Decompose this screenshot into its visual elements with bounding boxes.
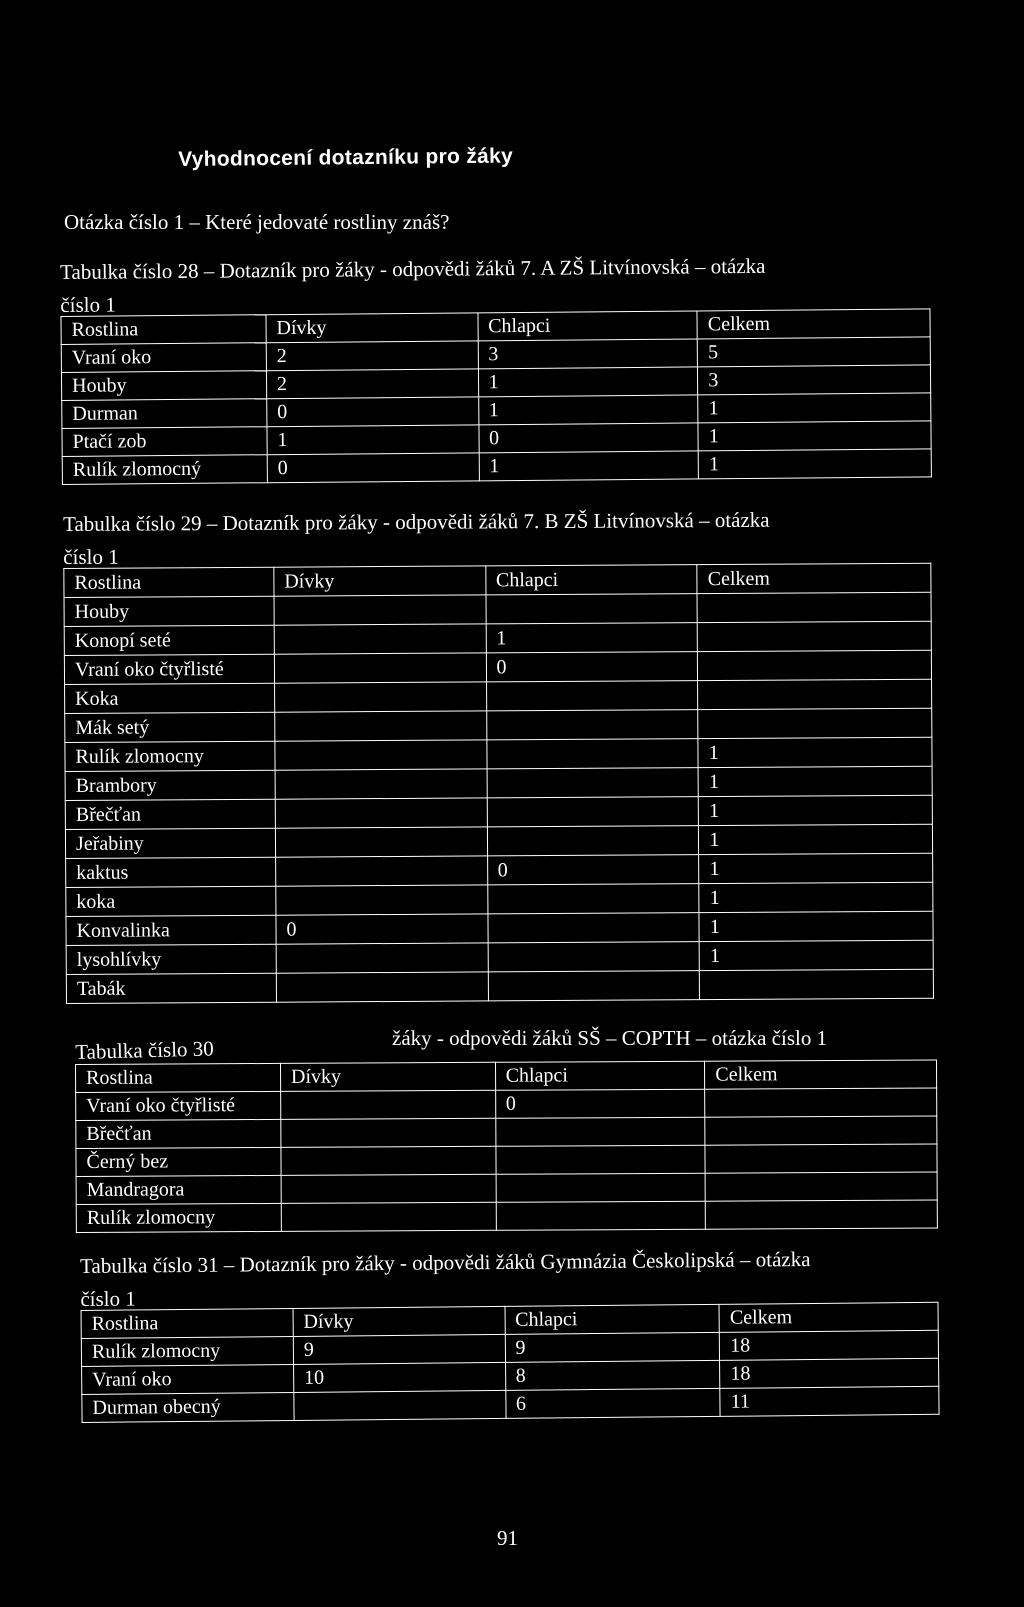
table-cell: 1 xyxy=(486,623,698,653)
table-cell xyxy=(275,827,487,857)
table-cell: 1 xyxy=(478,367,698,397)
table-cell: Břečťan xyxy=(65,799,275,829)
table-row xyxy=(76,1088,937,1121)
table-cell: Rulík zlomocny xyxy=(81,1336,293,1366)
table-30-body xyxy=(76,1060,938,1233)
table-cell: Jeřabiny xyxy=(65,828,275,858)
table-cell xyxy=(496,1173,706,1202)
table-cell: 1 xyxy=(699,853,933,883)
table-29-block xyxy=(63,509,934,1004)
table-cell: 10 xyxy=(293,1362,505,1392)
table-cell xyxy=(275,856,487,886)
table-cell xyxy=(274,653,486,683)
table-cell xyxy=(281,1202,496,1231)
table-cell: Rulík zlomocný xyxy=(62,455,267,485)
table-30 xyxy=(75,1059,938,1233)
table-cell xyxy=(281,1090,496,1119)
table-cell: Břečťan xyxy=(76,1119,281,1148)
table-cell xyxy=(276,943,488,973)
table-cell: Vraní oko xyxy=(82,1364,294,1394)
table-cell xyxy=(487,826,699,856)
table-cell xyxy=(281,1118,496,1147)
table-cell xyxy=(495,1117,705,1146)
table-cell: 1 xyxy=(699,795,933,825)
table-cell: Vraní oko xyxy=(61,343,266,373)
table-cell: lysohlívky xyxy=(66,944,276,974)
column-header: Dívky xyxy=(266,313,478,343)
table-cell xyxy=(705,1144,937,1173)
table-cell: 1 xyxy=(479,451,699,481)
table-cell: Durman obecný xyxy=(82,1392,294,1422)
table-cell xyxy=(705,1172,937,1201)
table-cell: Konopí seté xyxy=(64,625,274,655)
table-cell: Durman xyxy=(62,399,267,429)
table-30-caption-cont: žáky - odpovědi žáků SŠ – COPTH – otázka číslo 1 xyxy=(392,1026,828,1050)
table-row xyxy=(76,1200,937,1233)
table-cell: Rulík zlomocny xyxy=(76,1203,281,1232)
table-cell: 0 xyxy=(478,423,698,453)
table-cell: Brambory xyxy=(65,770,275,800)
table-cell: 1 xyxy=(698,393,931,423)
table-cell: 2 xyxy=(266,341,478,371)
table-cell xyxy=(487,884,699,914)
table-cell xyxy=(697,592,931,622)
column-header: Rostlina xyxy=(61,315,266,345)
table-row xyxy=(76,1144,937,1177)
column-header: Rostlina xyxy=(76,1063,281,1092)
table-31-caption-cont: číslo 1 xyxy=(80,1286,136,1311)
column-header: Celkem xyxy=(697,309,930,339)
table-cell: 9 xyxy=(505,1332,720,1362)
table-28-block xyxy=(60,254,932,485)
table-cell: 0 xyxy=(267,453,479,483)
table-29 xyxy=(63,563,934,1004)
table-28-caption: Tabulka číslo 28 – Dotazník pro žáky - odpovědi žáků 7. A ZŠ Litvínovská – otázka xyxy=(59,253,766,284)
table-31 xyxy=(81,1302,940,1423)
table-cell: 0 xyxy=(495,1089,705,1118)
table-cell: 6 xyxy=(505,1388,720,1418)
table-cell xyxy=(274,624,486,654)
table-cell xyxy=(274,682,486,712)
column-header: Dívky xyxy=(274,566,486,596)
table-cell xyxy=(488,942,700,972)
table-31-body xyxy=(81,1302,939,1422)
table-cell: Tabák xyxy=(66,973,276,1003)
table-cell: 8 xyxy=(505,1360,720,1390)
table-cell: 5 xyxy=(697,337,930,367)
table-cell: 1 xyxy=(699,940,933,970)
table-cell xyxy=(275,769,487,799)
column-header: Rostlina xyxy=(81,1308,293,1338)
column-header: Chlapci xyxy=(505,1304,720,1334)
table-cell: Houby xyxy=(64,596,274,626)
table-cell: 1 xyxy=(267,425,479,455)
table-cell: Houby xyxy=(61,371,266,401)
table-cell xyxy=(275,711,487,741)
table-cell xyxy=(275,798,487,828)
table-cell: 1 xyxy=(698,737,932,767)
table-cell xyxy=(486,594,698,624)
table-cell xyxy=(486,710,698,740)
table-cell: 18 xyxy=(720,1358,939,1388)
table-cell xyxy=(487,797,699,827)
table-cell xyxy=(488,971,700,1001)
table-29-caption: Tabulka číslo 29 – Dotazník pro žáky - odpovědi žáků 7. B ZŠ Litvínovská – otázka xyxy=(62,507,770,536)
table-cell xyxy=(487,768,699,798)
table-cell xyxy=(276,885,488,915)
column-header: Dívky xyxy=(280,1062,495,1091)
table-cell: Vraní oko čtyřlisté xyxy=(64,654,274,684)
table-cell xyxy=(698,650,932,680)
column-header: Dívky xyxy=(293,1306,505,1336)
table-cell: Konvalinka xyxy=(66,915,276,945)
column-header: Chlapci xyxy=(485,565,697,595)
table-cell xyxy=(700,969,934,999)
table-cell xyxy=(698,679,932,709)
table-cell xyxy=(486,681,698,711)
table-cell xyxy=(697,621,931,651)
table-cell: Ptačí zob xyxy=(62,427,267,457)
table-31-block xyxy=(80,1248,940,1423)
table-cell: Mák setý xyxy=(65,712,275,742)
table-cell: koka xyxy=(66,886,276,916)
table-28-caption-cont: číslo 1 xyxy=(60,292,116,317)
table-row xyxy=(76,1172,937,1205)
table-cell: kaktus xyxy=(66,857,276,887)
table-cell: 0 xyxy=(267,397,479,427)
table-cell: Koka xyxy=(65,683,275,713)
table-cell: 1 xyxy=(698,766,932,796)
table-cell xyxy=(294,1390,506,1420)
table-cell xyxy=(488,913,700,943)
table-cell xyxy=(496,1201,706,1230)
table-cell: 1 xyxy=(699,824,933,854)
table-cell: 18 xyxy=(720,1330,939,1360)
table-cell: 3 xyxy=(478,339,698,369)
table-cell: 3 xyxy=(698,365,931,395)
table-cell xyxy=(281,1174,496,1203)
table-cell: 1 xyxy=(699,882,933,912)
table-cell xyxy=(705,1088,937,1117)
table-cell xyxy=(275,740,487,770)
table-header-row xyxy=(76,1060,937,1093)
table-cell: 1 xyxy=(698,449,931,479)
table-cell xyxy=(496,1145,706,1174)
table-cell xyxy=(698,708,932,738)
table-cell: 9 xyxy=(293,1334,505,1364)
table-cell: 11 xyxy=(720,1386,939,1416)
table-cell xyxy=(276,972,488,1002)
table-30-block xyxy=(74,1026,937,1233)
table-cell: 1 xyxy=(478,395,698,425)
page-title: Vyhodnocení dotazníku pro žáky xyxy=(178,144,514,171)
question-text: Otázka číslo 1 – Které jedovaté rostliny znáš? xyxy=(64,210,450,234)
table-cell: 0 xyxy=(276,914,488,944)
page-number: 91 xyxy=(497,1526,518,1550)
column-header: Celkem xyxy=(719,1302,938,1332)
table-29-caption-cont: číslo 1 xyxy=(63,544,119,569)
table-cell xyxy=(274,595,486,625)
table-cell: Rulík zlomocny xyxy=(65,741,275,771)
column-header: Chlapci xyxy=(495,1061,705,1090)
table-cell xyxy=(705,1116,937,1145)
table-cell: Černý bez xyxy=(76,1147,281,1176)
table-cell xyxy=(706,1200,938,1229)
table-cell: 1 xyxy=(698,421,931,451)
table-29-body xyxy=(64,563,934,1003)
table-28 xyxy=(60,308,931,485)
table-cell xyxy=(281,1146,496,1175)
column-header: Celkem xyxy=(705,1060,937,1089)
table-row xyxy=(76,1116,937,1149)
column-header: Rostlina xyxy=(64,567,274,597)
table-cell: Mandragora xyxy=(76,1175,281,1204)
table-cell: 0 xyxy=(486,652,698,682)
table-cell: 0 xyxy=(487,855,699,885)
column-header: Celkem xyxy=(697,563,931,593)
table-row xyxy=(66,969,933,1003)
table-cell: Vraní oko čtyřlisté xyxy=(76,1091,281,1120)
table-28-body xyxy=(61,309,931,485)
table-cell xyxy=(486,739,698,769)
table-31-caption: Tabulka číslo 31 – Dotazník pro žáky - odpovědi žáků Gymnázia Českolipská – otázka xyxy=(79,1246,811,1278)
column-header: Chlapci xyxy=(478,311,698,341)
table-30-caption: Tabulka číslo 30 xyxy=(74,1036,215,1064)
table-cell: 2 xyxy=(266,369,478,399)
table-cell: 1 xyxy=(699,911,933,941)
